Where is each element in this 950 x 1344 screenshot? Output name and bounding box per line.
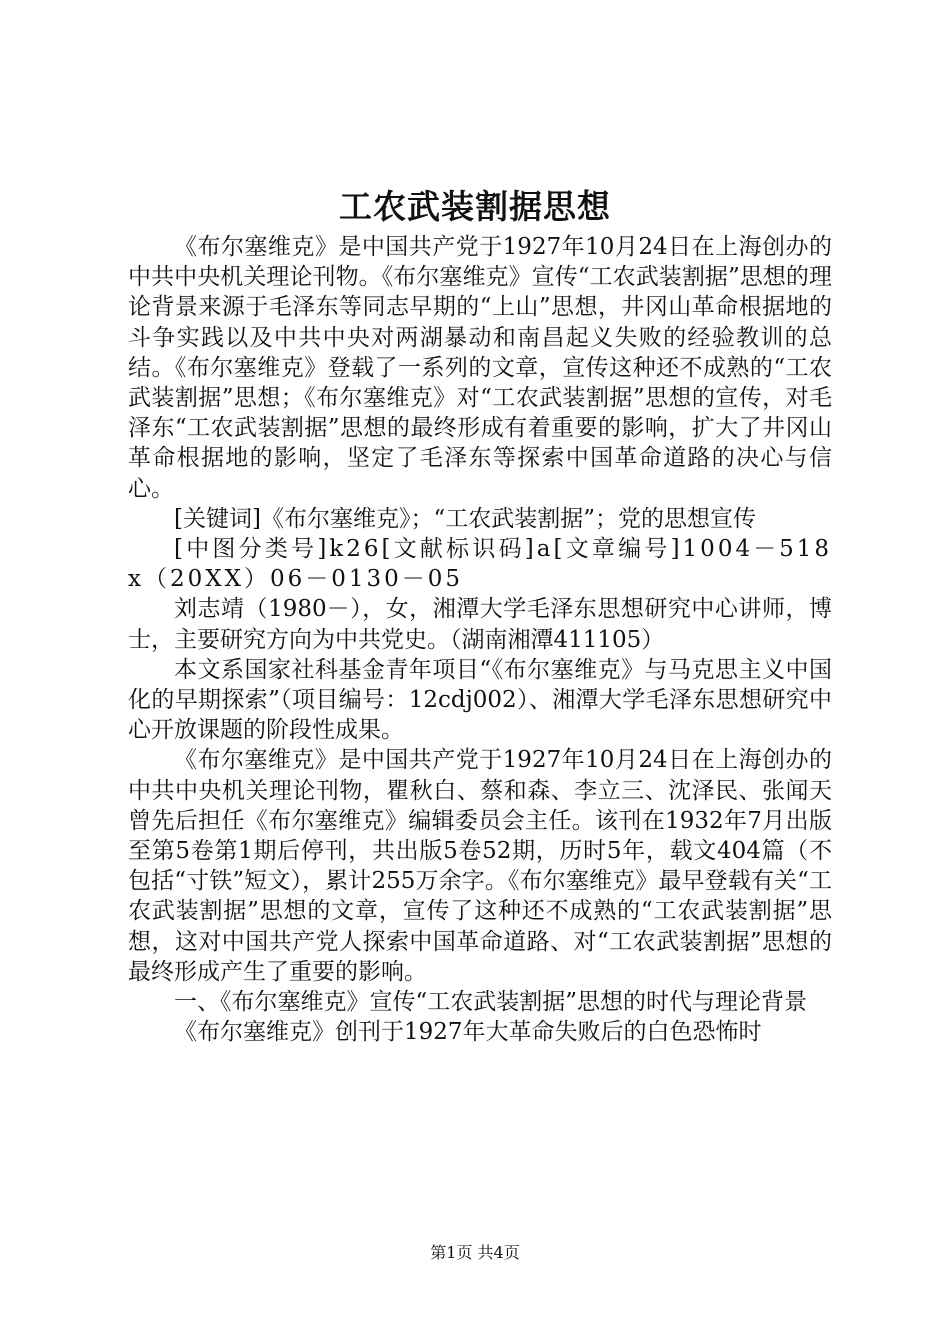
document-title: 工农武装割据思想 [339, 187, 611, 226]
document-body [128, 232, 832, 1047]
classification-paragraph: [中图分类号]k26[文献标识码]a[文章编号]1004－518x（20XX）06－0130－05 [128, 536, 832, 593]
section-paragraph: 《布尔塞维克》创刊于1927年大革命失败后的白色恐怖时 [174, 1019, 762, 1046]
section-heading: 一、《布尔塞维克》宣传“工农武装割据”思想的时代与理论背景 [174, 989, 808, 1016]
funding-paragraph: 本文系国家社科基金青年项目“《布尔塞维克》与马克思主义中国化的早期探索”（项目编号：12cdj002）、湘潭大学毛泽东思想研究中心开放课题的阶段性成果。 [128, 656, 832, 744]
page-footer: 第1页 共4页 [430, 1243, 520, 1262]
abstract-paragraph: 《布尔塞维克》是中国共产党于1927年10月24日在上海创办的中共中央机关理论刊物。《布尔塞维克》宣传“工农武装割据”思想的理论背景来源于毛泽东等同志早期的“上山”思想，井冈山革命根据地的斗争实践以及中共中央对两湖暴动和南昌起义失败的经验教训的总结。《布尔塞维克》登载了一系列的文章，宣传这种还不成熟的“工农武装割据”思想；《布尔塞维克》对“工农武装割据”思想的宣传，对毛泽东“工农武装割据”思想的最终形成有着重要的影响，扩大了井冈山革命根据地的影响，坚定了毛泽东等探索中国革命道路的决心与信心。 [128, 234, 832, 502]
keywords-paragraph: [关键词]《布尔塞维克》；“工农武装割据”；党的思想宣传 [174, 505, 756, 532]
intro-paragraph: 《布尔塞维克》是中国共产党于1927年10月24日在上海创办的中共中央机关理论刊物，瞿秋白、蔡和森、李立三、沈泽民、张闻天曾先后担任《布尔塞维克》编辑委员会主任。该刊在1932年7月出版至第5卷第1期后停刊，共出版5卷52期，历时5年，载文404篇（不包括“寸铁”短文），累计255万余字。《布尔塞维克》最早登载有关“工农武装割据”思想的文章，宣传了这种还不成熟的“工农武装割据”思想，这对中国共产党人探索中国革命道路、对“工农武装割据”思想的最终形成产生了重要的影响。 [128, 747, 832, 985]
author-paragraph: 刘志靖（1980－），女，湘潭大学毛泽东思想研究中心讲师，博士，主要研究方向为中共党史。（湖南湘潭411105） [128, 596, 832, 653]
